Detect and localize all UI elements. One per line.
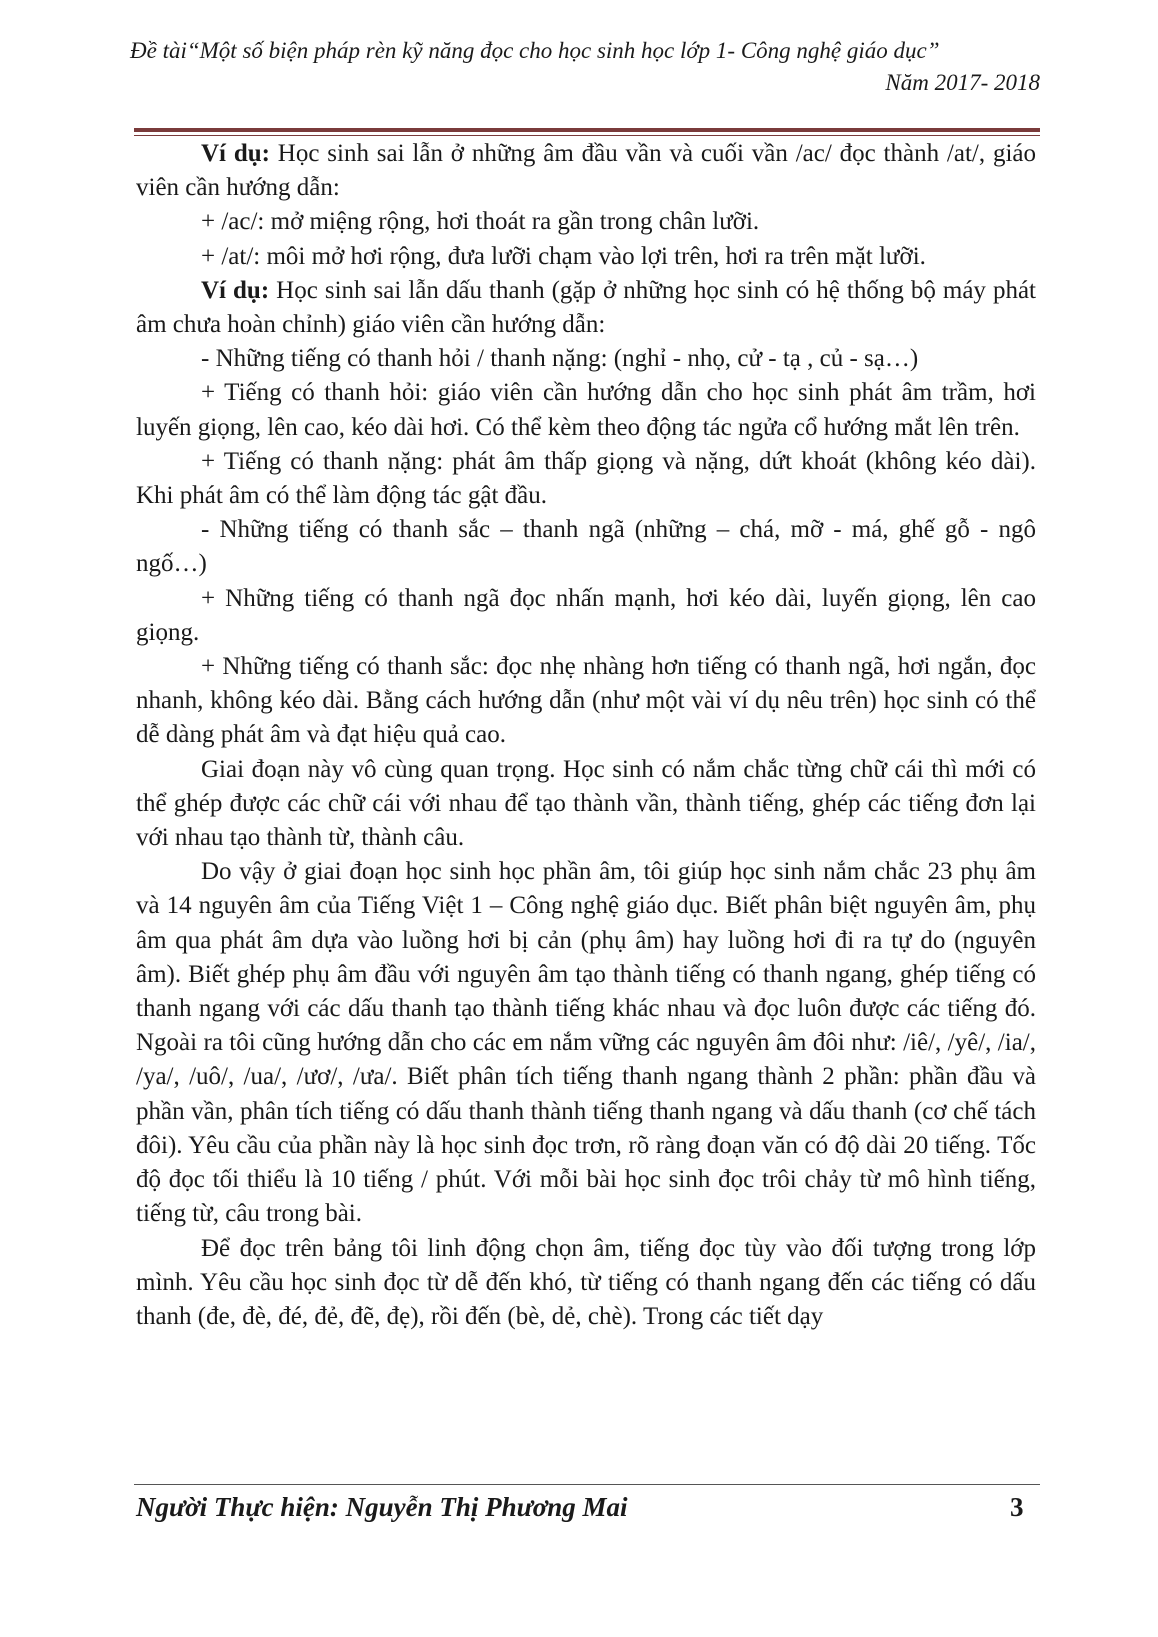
document-body <box>136 137 1036 1334</box>
paragraph: - Những tiếng có thanh hỏi / thanh nặng: (nghỉ - nhọ, cử - tạ , củ - sạ…) <box>201 345 919 373</box>
paragraph-text: Học sinh sai lẫn ở những âm đầu vần và cuối vần /ac/ đọc thành /at/, giáo viên cần hướng dẫn: <box>136 140 1036 202</box>
footer-author: Người Thực hiện: Nguyễn Thị Phương Mai <box>136 1492 628 1522</box>
paragraph: + Những tiếng có thanh ngã đọc nhấn mạnh, hơi kéo dài, luyến giọng, lên cao giọng. <box>136 584 1036 646</box>
paragraph <box>136 137 1036 205</box>
paragraph: Do vậy ở giai đoạn học sinh học phần âm, tôi giúp học sinh nắm chắc 23 phụ âm và 14 nguyên âm của Tiếng Việt 1 – Công nghệ giáo dục. Biết phân biệt nguyên âm, phụ âm qua phát âm dựa vào luồng hơi bị cản (phụ âm) hay luồng hơi đi ra tự do (nguyên âm). Biết ghép phụ âm đầu với nguyên âm tạo thành tiếng có thanh ngang, ghép tiếng có thanh ngang với các dấu thanh tạo thành tiếng khác nhau và đọc luôn được các tiếng đó. Ngoài ra tôi cũng hướng dẫn cho các em nắm vững các nguyên âm đôi như: /iê/, /yê/, /ia/, /ya/, /uô/, /ua/, /ươ/, /ưa/. Biết phân tích tiếng thanh ngang thành 2 phần: phần đầu và phần vần, phân tích tiếng có dấu thanh thành tiếng thanh ngang và dấu thanh (cơ chế tách đôi). Yêu cầu của phần này là học sinh đọc trơn, rõ ràng đoạn văn có độ dài 20 tiếng. Tốc độ đọc tối thiểu là 10 tiếng / phút. Với mỗi bài học sinh đọc trôi chảy từ mô hình tiếng, tiếng từ, câu trong bài. <box>136 858 1036 1228</box>
paragraph <box>136 274 1036 342</box>
header-divider-thin <box>134 135 1040 136</box>
paragraph: + /at/: môi mở hơi rộng, đưa lưỡi chạm vào lợi trên, hơi ra trên mặt lưỡi. <box>201 242 926 270</box>
header-year: Năm 2017- 2018 <box>885 70 1040 95</box>
example-label: Ví dụ: <box>201 276 270 304</box>
header-divider-thick <box>134 128 1040 132</box>
paragraph: - Những tiếng có thanh sắc – thanh ngã (những – chá, mỡ - má, ghế gỗ - ngô ngố…) <box>136 516 1036 578</box>
paragraph: + Những tiếng có thanh sắc: đọc nhẹ nhàng hơn tiếng có thanh ngã, hơi ngắn, đọc nhanh, không kéo dài. Bằng cách hướng dẫn (như một vài ví dụ nêu trên) học sinh có thể dễ dàng phát âm và đạt hiệu quả cao. <box>136 653 1036 749</box>
header-title: Đề tài“Một số biện pháp rèn kỹ năng đọc cho học sinh học lớp 1- Công nghệ giáo dục” <box>130 38 940 63</box>
page-number: 3 <box>1010 1492 1024 1522</box>
footer-divider <box>134 1484 1040 1485</box>
paragraph-text: Học sinh sai lẫn dấu thanh (gặp ở những học sinh có hệ thống bộ máy phát âm chưa hoàn chỉnh) giáo viên cần hướng dẫn: <box>136 276 1036 339</box>
paragraph: + /ac/: mở miệng rộng, hơi thoát ra gần trong chân lưỡi. <box>201 208 760 236</box>
paragraph: + Tiếng có thanh nặng: phát âm thấp giọng và nặng, dứt khoát (không kéo dài). Khi phát âm có thể làm động tác gật đầu. <box>136 447 1036 510</box>
paragraph: Để đọc trên bảng tôi linh động chọn âm, tiếng đọc tùy vào đối tượng trong lớp mình. Yêu cầu học sinh đọc từ dễ đến khó, từ tiếng có thanh ngang đến các tiếng có dấu thanh (đe, đè, đé, đẻ, đẽ, đẹ), rồi đến (bè, dẻ, chè). Trong các tiết dạy <box>136 1234 1036 1330</box>
paragraph: + Tiếng có thanh hỏi: giáo viên cần hướng dẫn cho học sinh phát âm trầm, hơi luyến giọng, lên cao, kéo dài hơi. Có thể kèm theo động tác ngửa cổ hướng mắt lên trên. <box>136 379 1036 441</box>
paragraph: Giai đoạn này vô cùng quan trọng. Học sinh có nắm chắc từng chữ cái thì mới có thể ghép được các chữ cái với nhau để tạo thành vần, thành tiếng, ghép các tiếng đơn lại với nhau tạo thành từ, thành câu. <box>136 755 1036 852</box>
example-label: Ví dụ: <box>201 140 270 167</box>
